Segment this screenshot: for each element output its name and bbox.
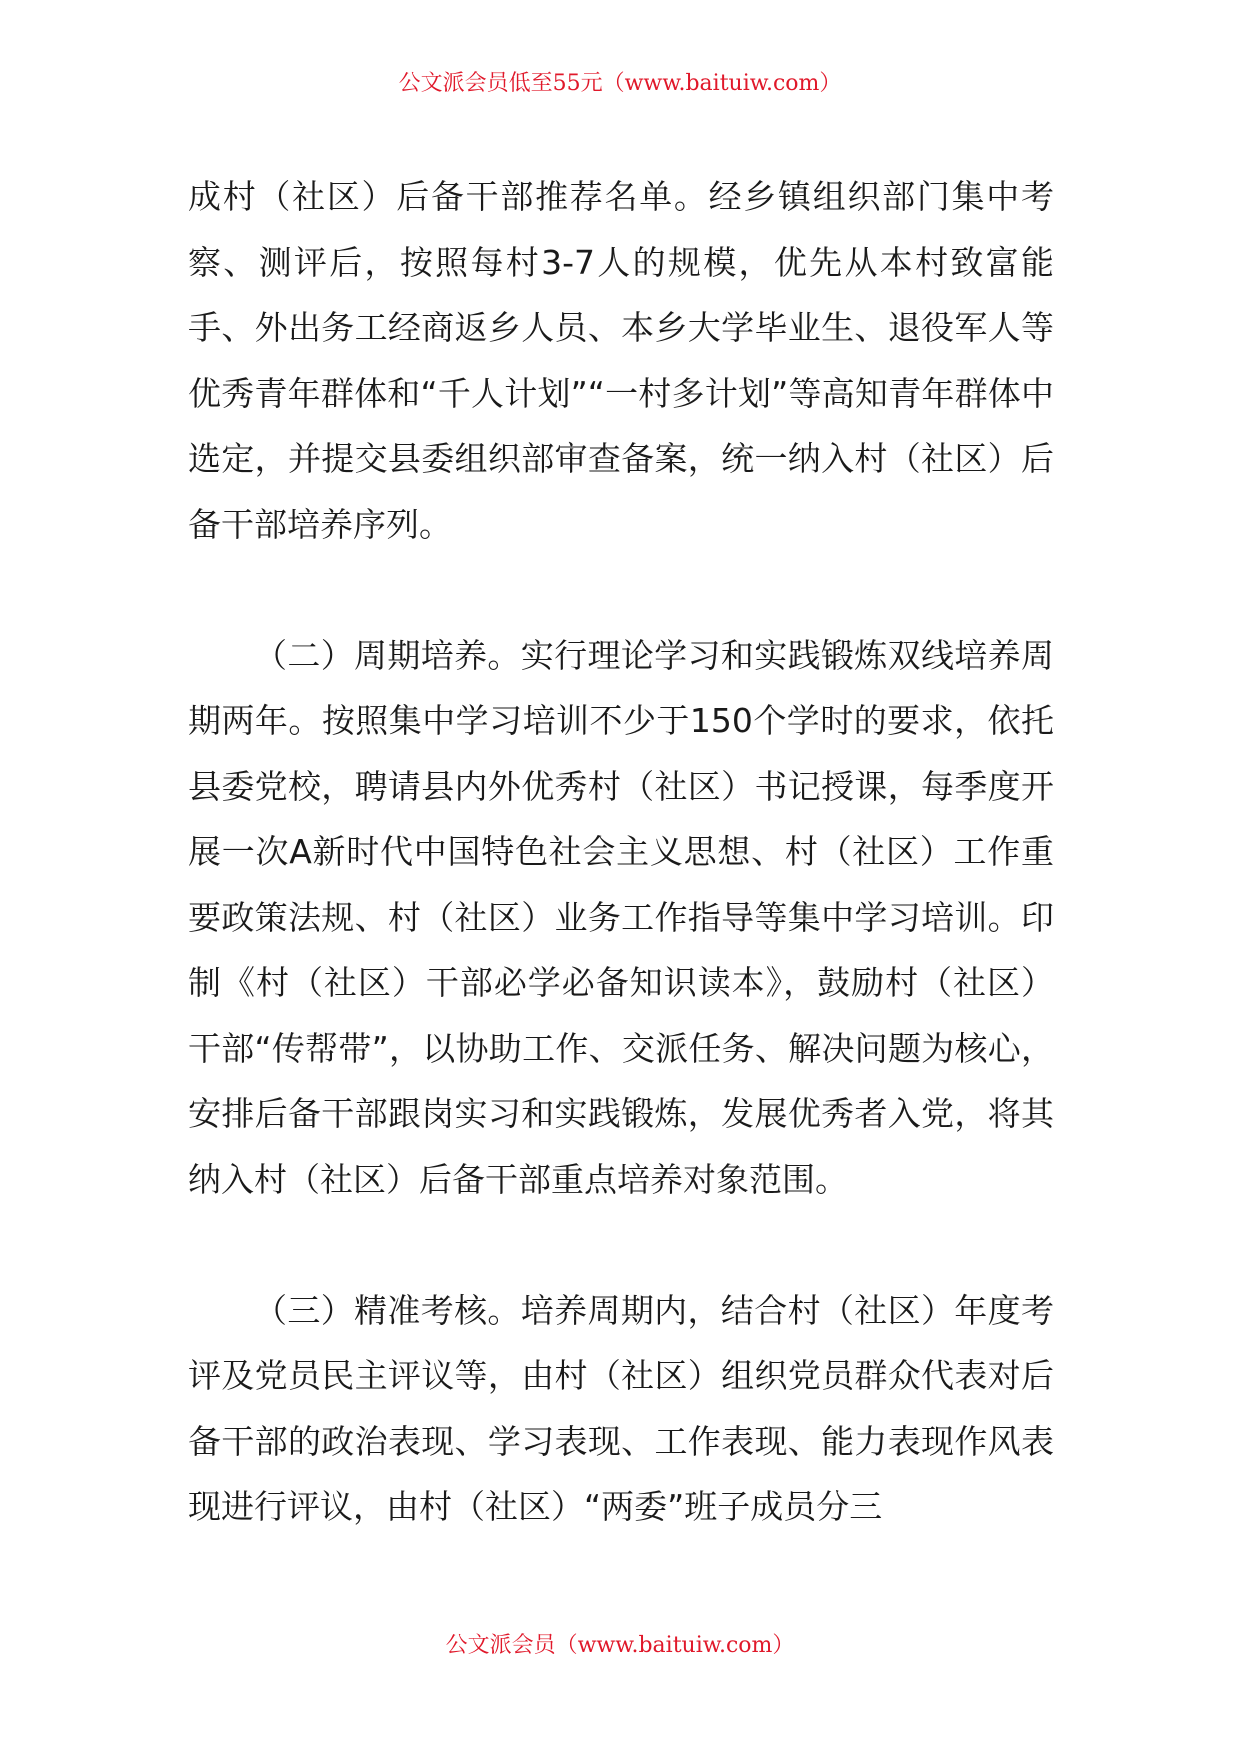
paragraph-spacer (188, 557, 1054, 623)
paragraph-spacer (188, 1212, 1054, 1278)
paragraph-candidate-list: 成村（社区）后备干部推荐名单。经乡镇组织部门集中考察、测评后，按照每村3-7人的规模，优先从本村致富能手、外出务工经商返乡人员、本乡大学毕业生、退役军人等优秀青年群体和“千人计划”“一村多计划”等高知青年群体中选定，并提交县委组织部审查备案，统一纳入村（社区）后备干部培养序列。 (188, 177, 1054, 544)
paragraph-precise-assessment: （三）精准考核。培养周期内，结合村（社区）年度考评及党员民主评议等，由村（社区）组织党员群众代表对后备干部的政治表现、学习表现、工作表现、能力表现作风表现进行评议，由村（社区）“两委”班子成员分三 (188, 1290, 1054, 1526)
page-header-promo: 公文派会员低至55元（www.baituiw.com） (398, 71, 842, 96)
page-footer-promo: 公文派会员（www.baituiw.com） (445, 1633, 795, 1658)
document-body (188, 164, 1054, 1540)
paragraph-periodic-training: （二）周期培养。实行理论学习和实践锻炼双线培养周期两年。按照集中学习培训不少于150个学时的要求，依托县委党校，聘请县内外优秀村（社区）书记授课，每季度开展一次A新时代中国特色社会主义思想、村（社区）工作重要政策法规、村（社区）业务工作指导等集中学习培训。印制《村（社区）干部必学必备知识读本》，鼓励村（社区）干部“传帮带”，以协助工作、交派任务、解决问题为核心，安排后备干部跟岗实习和实践锻炼，发展优秀者入党，将其纳入村（社区）后备干部重点培养对象范围。 (188, 635, 1054, 1199)
